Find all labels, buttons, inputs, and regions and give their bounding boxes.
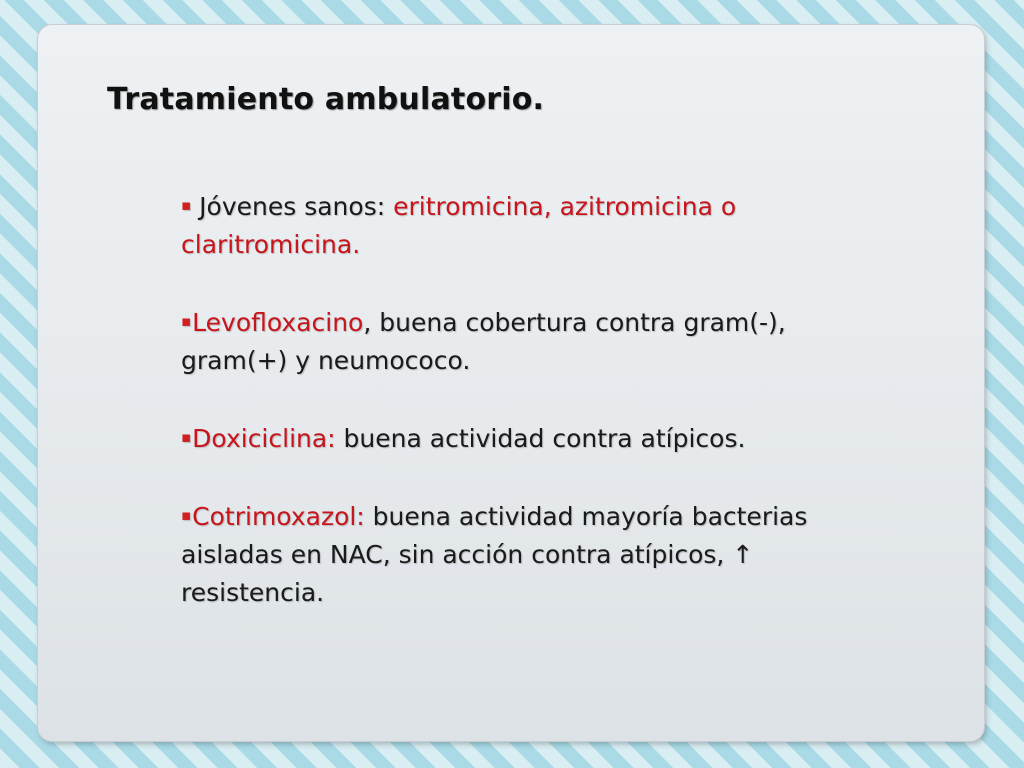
up-arrow-icon: ↑ (732, 540, 754, 569)
bullet-item-cotrimoxazol (181, 496, 881, 612)
drug-name-doxiciclina: Doxiciclina: (192, 424, 336, 453)
bullet-item-levofloxacino (181, 302, 881, 380)
bullet-item-doxiciclina (181, 418, 881, 458)
drug-names-macrolides: eritromicina, azitromicina o claritromicina. (181, 192, 737, 259)
bullet-description: , buena cobertura contra gram(-), gram(+) y neumococo. (181, 308, 786, 375)
square-bullet-icon: ▪ (181, 196, 192, 214)
bullet-description-end: resistencia. (181, 578, 325, 607)
square-bullet-icon: ▪ (181, 506, 192, 524)
square-bullet-icon: ▪ (181, 428, 192, 446)
bullet-list (181, 186, 881, 612)
bullet-description: buena actividad contra atípicos. (335, 424, 746, 453)
bullet-description: buena actividad mayoría bacterias aisladas en NAC, sin acción contra atípicos, (181, 502, 808, 569)
bullet-lead-text: Jóvenes sanos: (199, 192, 386, 221)
drug-name-levofloxacino: Levofloxacino (192, 308, 364, 337)
square-bullet-icon: ▪ (181, 312, 192, 330)
drug-name-cotrimoxazol: Cotrimoxazol: (192, 502, 365, 531)
slide-title: Tratamiento ambulatorio. (107, 82, 545, 117)
bullet-item-young-healthy (181, 186, 881, 264)
